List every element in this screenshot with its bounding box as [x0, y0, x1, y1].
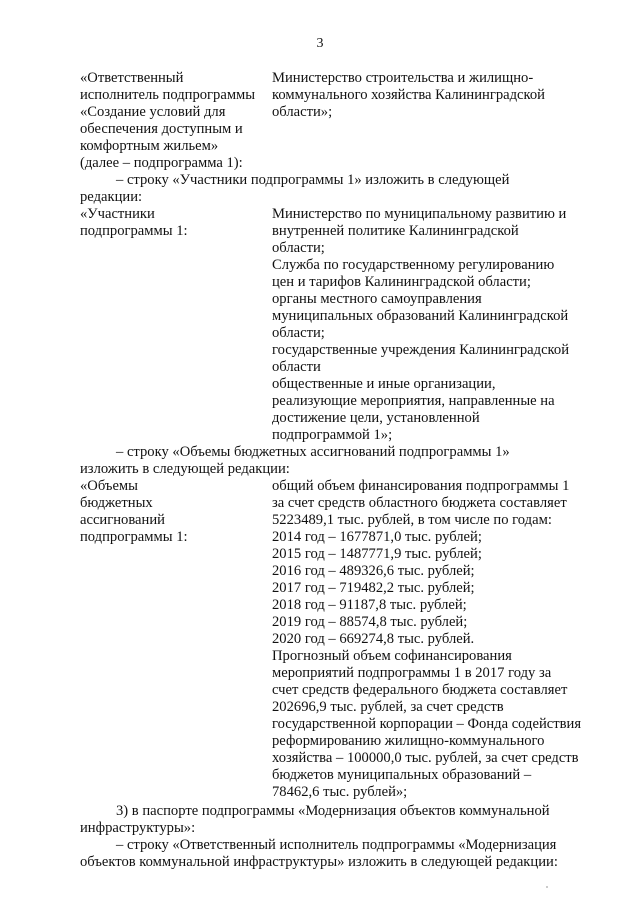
- block3-left-line: подпрограммы 1:: [80, 529, 188, 545]
- block3-right-line: 78462,6 тыс. рублей»;: [272, 784, 408, 800]
- block3-right-line: счет средств федерального бюджета составляет: [272, 682, 568, 698]
- block3-right-line: 2018 год – 91187,8 тыс. рублей;: [272, 597, 467, 613]
- scan-speck: [546, 886, 548, 888]
- block2-left-line: «Участники: [80, 206, 155, 222]
- block1-right-line: Министерство строительства и жилищно-: [272, 70, 534, 86]
- paragraph-line: – строку «Участники подпрограммы 1» изложить в следующей: [116, 172, 510, 188]
- paragraph-line: редакции:: [80, 189, 143, 205]
- block3-right-line: 5223489,1 тыс. рублей, в том числе по годам:: [272, 512, 552, 528]
- block2-right-line: области;: [272, 240, 325, 256]
- block1-left-line: «Создание условий для: [80, 104, 226, 120]
- block1-left-line: (далее – подпрограмма 1):: [80, 155, 243, 171]
- block3-right-line: 2017 год – 719482,2 тыс. рублей;: [272, 580, 475, 596]
- block3-right-line: 2016 год – 489326,6 тыс. рублей;: [272, 563, 475, 579]
- block3-right-line: бюджетов муниципальных образований –: [272, 767, 532, 783]
- block3-left-line: бюджетных: [80, 495, 153, 511]
- block3-left-line: «Объемы: [80, 478, 138, 494]
- block3-right-line: мероприятий подпрограммы 1 в 2017 году за: [272, 665, 552, 681]
- block3-right-line: 2019 год – 88574,8 тыс. рублей;: [272, 614, 468, 630]
- block2-right-line: цен и тарифов Калининградской области;: [272, 274, 531, 290]
- block2-right-line: Министерство по муниципальному развитию и: [272, 206, 567, 222]
- paragraph-line: – строку «Объемы бюджетных ассигнований подпрограммы 1»: [116, 444, 510, 460]
- block3-right-line: 2015 год – 1487771,9 тыс. рублей;: [272, 546, 482, 562]
- paragraph-line: 3) в паспорте подпрограммы «Модернизация объектов коммунальной: [116, 803, 550, 819]
- block2-right-line: реализующие мероприятия, направленные на: [272, 393, 555, 409]
- paragraph-line: – строку «Ответственный исполнитель подпрограммы «Модернизация: [116, 837, 557, 853]
- block3-right-line: реформированию жилищно-коммунального: [272, 733, 545, 749]
- block3-right-line: государственной корпорации – Фонда содействия: [272, 716, 582, 732]
- block1-right-line: области»;: [272, 104, 333, 120]
- block1-left-line: «Ответственный: [80, 70, 184, 86]
- block1-right-line: коммунального хозяйства Калининградской: [272, 87, 545, 103]
- block2-right-line: государственные учреждения Калининградской: [272, 342, 569, 358]
- block3-right-line: общий объем финансирования подпрограммы 1: [272, 478, 570, 494]
- block3-right-line: 202696,9 тыс. рублей, за счет средств: [272, 699, 504, 715]
- block3-right-line: хозяйства – 100000,0 тыс. рублей, за счет средств: [272, 750, 579, 766]
- block1-left-line: обеспечения доступным и: [80, 121, 243, 137]
- block3-right-line: за счет средств областного бюджета составляет: [272, 495, 567, 511]
- paragraph-line: инфраструктуры»:: [80, 820, 196, 836]
- block3-right-line: 2014 год – 1677871,0 тыс. рублей;: [272, 529, 482, 545]
- paragraph-line: изложить в следующей редакции:: [80, 461, 290, 477]
- block2-right-line: достижение цели, установленной: [272, 410, 480, 426]
- block2-right-line: подпрограммой 1»;: [272, 427, 393, 443]
- block2-right-line: общественные и иные организации,: [272, 376, 496, 392]
- block3-left-line: ассигнований: [80, 512, 165, 528]
- block2-right-line: муниципальных образований Калининградской: [272, 308, 569, 324]
- block1-left-line: исполнитель подпрограммы: [80, 87, 256, 103]
- block2-left-line: подпрограммы 1:: [80, 223, 188, 239]
- block2-right-line: внутренней политике Калининградской: [272, 223, 519, 239]
- block2-right-line: органы местного самоуправления: [272, 291, 482, 307]
- block1-left-line: комфортным жильем»: [80, 138, 219, 154]
- block2-right-line: области: [272, 359, 321, 375]
- page-number: 3: [316, 36, 324, 51]
- block3-right-line: 2020 год – 669274,8 тыс. рублей.: [272, 631, 475, 647]
- block2-right-line: области;: [272, 325, 325, 341]
- block2-right-line: Служба по государственному регулированию: [272, 257, 555, 273]
- block3-right-line: Прогнозный объем софинансирования: [272, 648, 512, 664]
- paragraph-line: объектов коммунальной инфраструктуры» изложить в следующей редакции:: [80, 854, 558, 870]
